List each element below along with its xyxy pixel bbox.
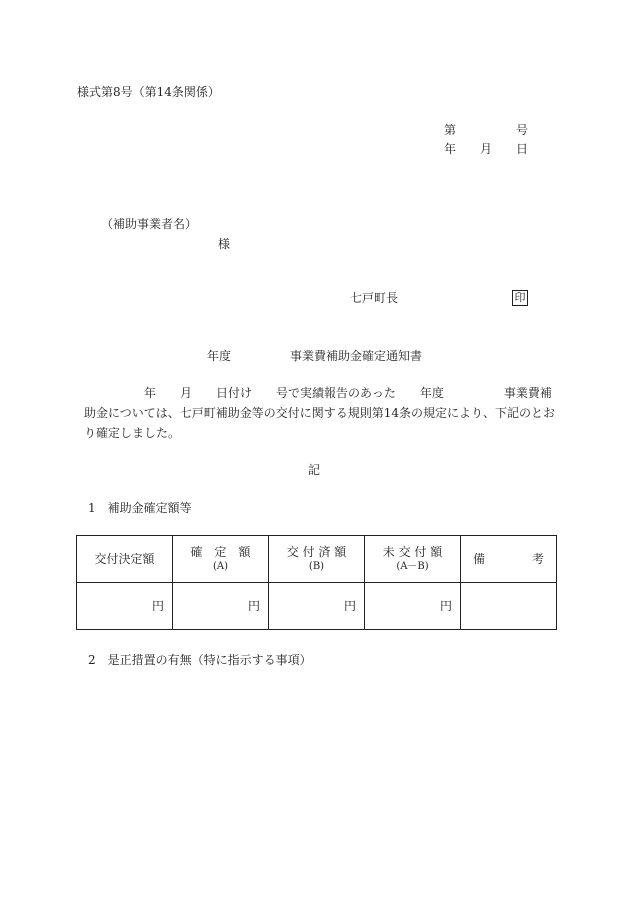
body-line-1: 年 月 日付け 号で実績報告のあった 年度 事業費補 <box>84 386 552 400</box>
section-2-heading: 2 是正措置の有無（特に指示する事項） <box>88 653 312 667</box>
document-title: 事業費補助金確定通知書 <box>290 349 423 363</box>
issuer-title: 七戸町長 <box>350 291 399 305</box>
header-decided-amount: 交付決定額 <box>77 536 173 583</box>
value-decided-amount: 円 <box>77 583 173 630</box>
header-paid-amount: 交 付 済 額 (B) <box>269 536 365 583</box>
value-unpaid-amount: 円 <box>365 583 461 630</box>
recipient-honorific: 様 <box>218 237 231 251</box>
table-row <box>77 583 557 630</box>
table-header-row <box>77 536 557 583</box>
body-line-3: り確定しました。 <box>84 426 181 440</box>
date-month: 月 <box>480 142 493 156</box>
number-suffix: 号 <box>516 123 529 137</box>
header-confirmed-amount: 確 定 額 (A) <box>173 536 269 583</box>
value-confirmed-amount: 円 <box>173 583 269 630</box>
seal-mark: 印 <box>512 290 528 306</box>
body-line-2: 助金については、七戸町補助金等の交付に関する規則第14条の規定により、下記のとお <box>84 406 556 420</box>
number-prefix: 第 <box>444 123 457 137</box>
date-day: 日 <box>516 142 529 156</box>
value-remarks <box>461 583 557 630</box>
header-unpaid-amount: 未 交 付 額 (A－B) <box>365 536 461 583</box>
value-paid-amount: 円 <box>269 583 365 630</box>
date-year: 年 <box>444 142 457 156</box>
header-remarks: 備 考 <box>461 536 557 583</box>
title-year-label: 年度 <box>207 349 232 363</box>
section-1-heading: 1 補助金確定額等 <box>88 501 192 515</box>
amounts-table <box>76 535 557 630</box>
form-number: 様式第8号（第14条関係） <box>77 85 220 99</box>
recipient-name-label: （補助事業者名） <box>101 217 198 231</box>
ki-mark: 記 <box>308 463 321 477</box>
